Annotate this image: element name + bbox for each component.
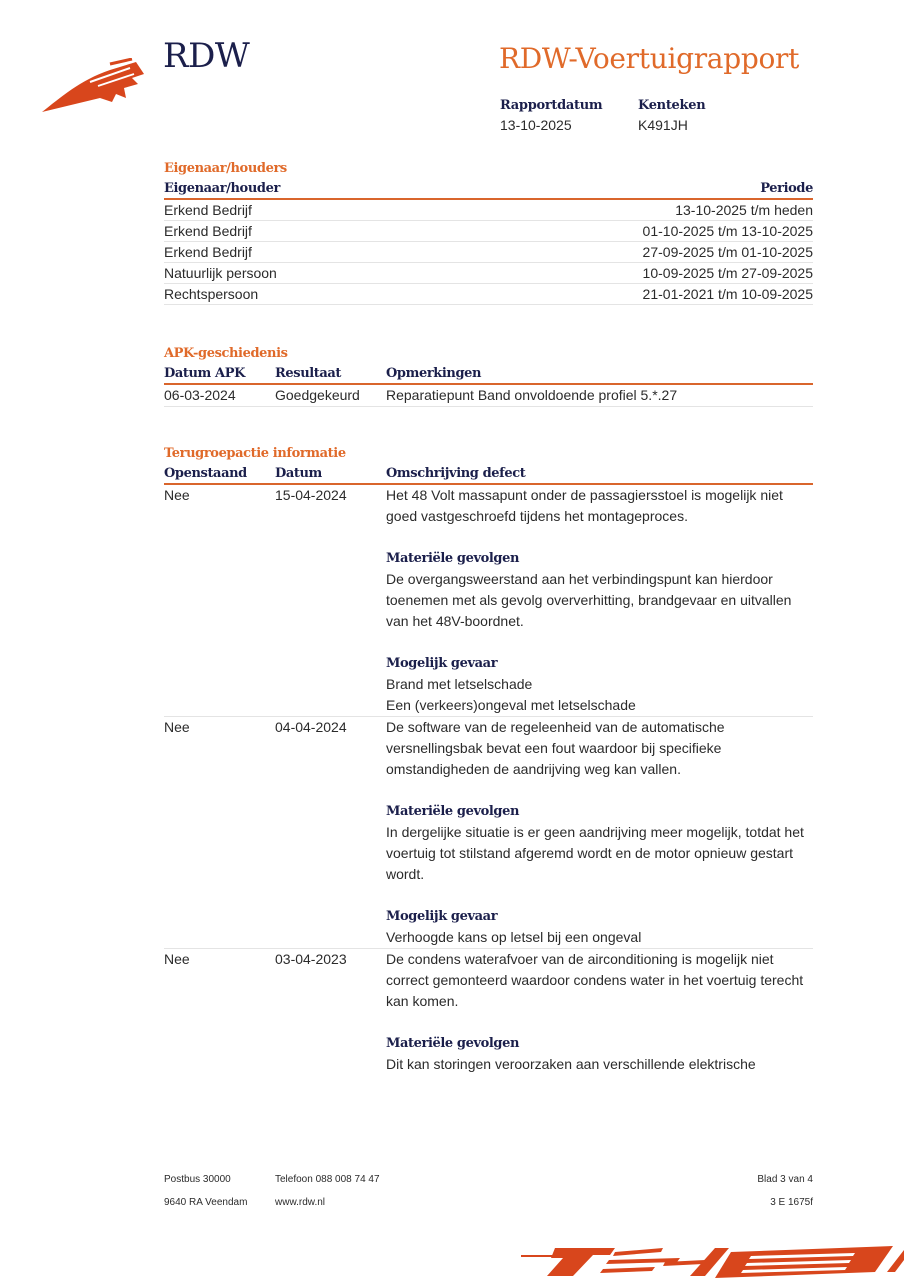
col-open: Openstaand [164,466,247,481]
owner-cell: Erkend Bedrijf [164,223,252,239]
brand-stripes-decoration-icon [515,1242,904,1280]
owner-cell: Natuurlijk persoon [164,265,277,281]
apk-result-cell: Goedgekeurd [275,387,360,403]
col-recall-date: Datum [275,466,322,481]
report-title: RDW-Voertuigrapport [499,42,800,75]
description-line: correct gemonteerd waardoor condens water in het voertuig terecht [386,972,804,988]
consequences-line: toenemen met als gevolg oververhitting, brandgevaar en uitvallen [386,592,792,608]
consequences-line: Dit kan storingen veroorzaken aan verschillende elektrische [386,1056,756,1072]
danger-line: Een (verkeers)ongeval met letselschade [386,697,636,713]
period-cell: 27-09-2025 t/m 01-10-2025 [642,244,813,260]
recall-description-cell [386,717,813,948]
apk-date-cell: 06-03-2024 [164,387,236,403]
recall-description-cell [386,485,813,716]
consequences-line: wordt. [386,866,425,882]
recall-open-cell: Nee [164,719,190,735]
recall-open-cell: Nee [164,951,190,967]
recall-open-cell: Nee [164,487,190,503]
owner-cell: Erkend Bedrijf [164,202,252,218]
apk-section-title: APK-geschiedenis [164,346,288,361]
table-row [164,200,813,221]
description-line: goed vastgeschroefd tijdens het montageproces. [386,508,688,524]
consequences-line: voertuig tot stilstand afgeremd wordt en de motor opnieuw gestart [386,845,793,861]
period-cell: 13-10-2025 t/m heden [675,202,813,218]
recall-table-header [164,464,813,485]
period-cell: 10-09-2025 t/m 27-09-2025 [642,265,813,281]
plate-label: Kenteken [638,98,706,113]
footer-phone: Telefoon 088 008 74 47 [275,1174,380,1185]
recall-description-cell [386,949,813,1075]
recall-date-cell: 03-04-2023 [275,951,347,967]
table-row [164,717,813,949]
consequences-heading: Materiële gevolgen [386,804,520,819]
apk-table-header [164,364,813,385]
description-line: kan komen. [386,993,459,1009]
report-date-label: Rapportdatum [500,98,603,113]
consequences-heading: Materiële gevolgen [386,1036,520,1051]
recall-section [164,444,813,1075]
table-row [164,284,813,305]
rdw-feather-logo-icon [40,58,148,114]
report-date-value: 13-10-2025 [500,117,572,133]
consequences-line: van het 48V-boordnet. [386,613,524,629]
description-line: De condens waterafvoer van de airconditioning is mogelijk niet [386,951,774,967]
owners-section-title: Eigenaar/houders [164,161,287,176]
owners-section [164,159,813,305]
recall-section-title: Terugroepactie informatie [164,446,346,461]
description-line: omstandigheden de aandrijving weg kan vallen. [386,761,681,777]
footer-city: 9640 RA Veendam [164,1197,248,1208]
col-period: Periode [760,181,813,196]
footer-page-number: Blad 3 van 4 [757,1174,813,1185]
danger-line: Brand met letselschade [386,676,533,692]
consequences-line: In dergelijke situatie is er geen aandrijving meer mogelijk, totdat het [386,824,804,840]
period-cell: 01-10-2025 t/m 13-10-2025 [642,223,813,239]
danger-heading: Mogelijk gevaar [386,656,498,671]
recall-date-cell: 15-04-2024 [275,487,347,503]
report-date-block [500,98,602,133]
col-remarks: Opmerkingen [386,366,482,381]
footer-website[interactable]: www.rdw.nl [275,1197,326,1208]
rdw-logo-text: RDW [163,36,250,76]
danger-line: Verhoogde kans op letsel bij een ongeval [386,929,642,945]
owner-cell: Erkend Bedrijf [164,244,252,260]
owners-table-header [164,179,813,200]
recall-date-cell: 04-04-2024 [275,719,347,735]
apk-section [164,344,813,407]
description-line: versnellingsbak bevat een fout waardoor bij specifieke [386,740,722,756]
table-row [164,263,813,284]
period-cell: 21-01-2021 t/m 10-09-2025 [642,286,813,302]
col-owner: Eigenaar/houder [164,181,280,196]
description-line: Het 48 Volt massapunt onder de passagiersstoel is mogelijk niet [386,487,783,503]
table-row [164,485,813,717]
consequences-heading: Materiële gevolgen [386,551,520,566]
owner-cell: Rechtspersoon [164,286,259,302]
col-description: Omschrijving defect [386,466,526,481]
plate-value: K491JH [638,117,688,133]
table-row [164,242,813,263]
table-row [164,385,813,407]
description-line: De software van de regeleenheid van de automatische [386,719,725,735]
col-result: Resultaat [275,366,342,381]
consequences-line: De overgangsweerstand aan het verbindingspunt kan hierdoor [386,571,773,587]
plate-block [638,98,705,133]
footer-doc-code: 3 E 1675f [770,1197,813,1208]
apk-remarks-cell: Reparatiepunt Band onvoldoende profiel 5.*.27 [386,387,678,403]
table-row [164,221,813,242]
footer-postbus: Postbus 30000 [164,1174,231,1185]
col-apk-date: Datum APK [164,366,245,381]
table-row [164,949,813,1075]
danger-heading: Mogelijk gevaar [386,909,498,924]
